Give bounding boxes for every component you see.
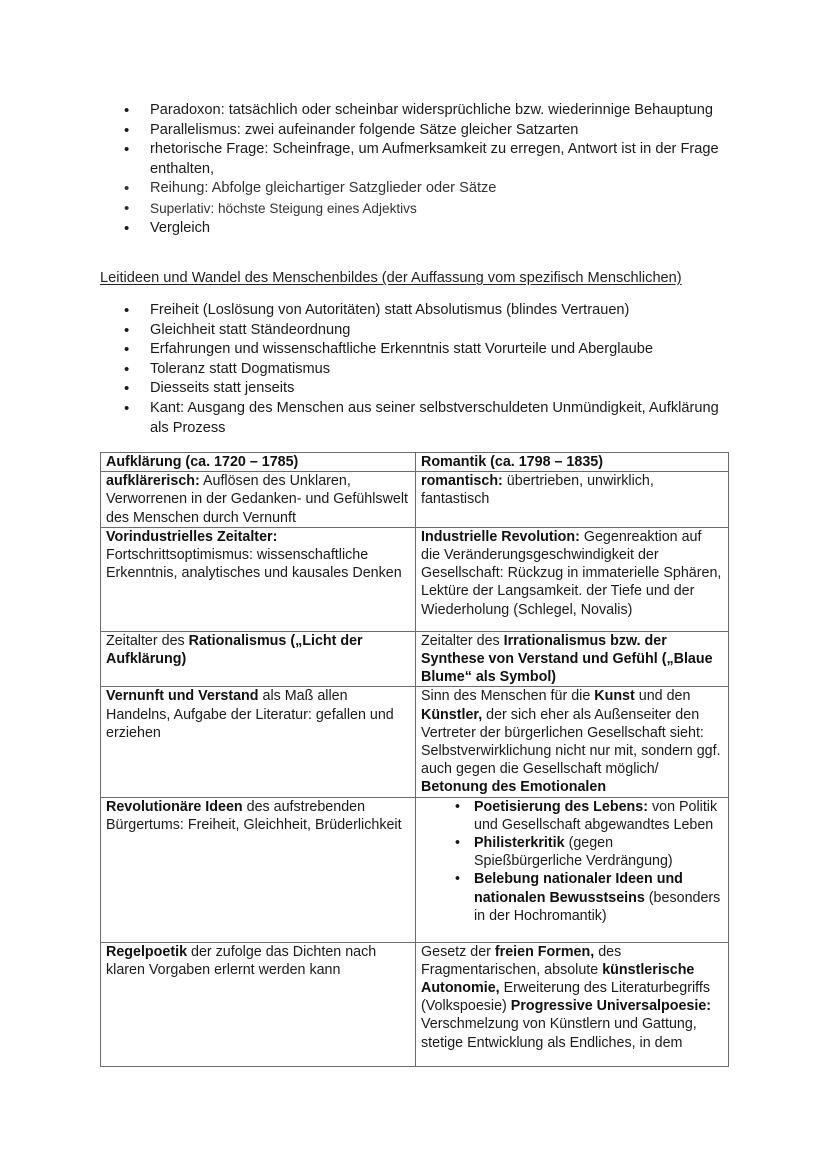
header-aufklaerung: Aufklärung (ca. 1720 – 1785): [101, 453, 416, 472]
list-item: • Toleranz statt Dogmatismus: [115, 360, 725, 380]
table-cell: Sinn des Menschen für die Kunst und den Künstler, der sich eher als Außenseiter den Vertreter der bürgerlichen Gesellschaft sieht: Selbstverwirklichung nicht nur mit, sondern ggf. auch gegen die Gesellschaft möglich/ Betonung des Emotionalen: [416, 687, 729, 797]
table-row: [101, 631, 729, 687]
table-cell: Vernunft und Verstand als Maß allen Handelns, Aufgabe der Literatur: gefallen und erziehen: [101, 687, 416, 797]
list-item: • Philisterkritik (gegen Spießbürgerliche Verdrängung): [421, 834, 723, 870]
table-row: [101, 797, 729, 942]
list-item: • Gleichheit statt Ständeordnung: [115, 321, 725, 341]
list-item: • Poetisierung des Lebens: von Politik und Gesellschaft abgewandtes Leben: [421, 798, 723, 834]
leitideen-list: [115, 301, 725, 438]
table-cell: romantisch: übertrieben, unwirklich, fantastisch: [416, 472, 729, 528]
list-item: • Freiheit (Loslösung von Autoritäten) statt Absolutismus (blindes Vertrauen): [115, 301, 725, 321]
stilmittel-list: [115, 101, 725, 238]
table-row: [101, 942, 729, 1066]
table-cell: aufklärerisch: Auflösen des Unklaren, Verworrenen in der Gedanken- und Gefühlswelt des Menschen durch Vernunft: [101, 472, 416, 528]
list-item: • Vergleich: [115, 219, 725, 239]
list-item: • Reihung: Abfolge gleichartiger Satzglieder oder Sätze: [115, 179, 725, 199]
table-cell: Regelpoetik der zufolge das Dichten nach klaren Vorgaben erlernt werden kann: [101, 942, 416, 1066]
list-item: • Superlativ: höchste Steigung eines Adjektivs: [115, 199, 725, 219]
section-heading: Leitideen und Wandel des Menschenbildes (der Auffassung vom spezifisch Menschlichen): [100, 270, 682, 286]
table-header-row: [101, 453, 729, 472]
table-cell: Revolutionäre Ideen des aufstrebenden Bürgertums: Freiheit, Gleichheit, Brüderlichkeit: [101, 797, 416, 942]
list-item: • Paradoxon: tatsächlich oder scheinbar widersprüchliche bzw. wiederinnige Behauptung: [115, 101, 725, 121]
comparison-table: [100, 452, 729, 1067]
table-cell: Industrielle Revolution: Gegenreaktion auf die Veränderungsgeschwindigkeit der Gesellschaft: Rückzug in immaterielle Sphären, Lektüre der Langsamkeit. der Tiefe und der Wiederholung (Schlegel, Novalis): [416, 527, 729, 631]
table-row: [101, 687, 729, 797]
table-row: [101, 472, 729, 528]
table-cell: [416, 797, 729, 942]
header-romantik: Romantik (ca. 1798 – 1835): [416, 453, 729, 472]
list-item: • Belebung nationaler Ideen und nationalen Bewusstseins (besonders in der Hochromantik): [421, 870, 723, 925]
list-item: • Diesseits statt jenseits: [115, 379, 725, 399]
table-cell: Vorindustrielles Zeitalter: Fortschrittsoptimismus: wissenschaftliche Erkenntnis, analytisches und kausales Denken: [101, 527, 416, 631]
table-cell: Zeitalter des Irrationalismus bzw. der Synthese von Verstand und Gefühl („Blaue Blume“ als Symbol): [416, 631, 729, 687]
list-item: • Kant: Ausgang des Menschen aus seiner selbstverschuldeten Unmündigkeit, Aufklärung als Prozess: [115, 399, 725, 438]
list-item: • Erfahrungen und wissenschaftliche Erkenntnis statt Vorurteile und Aberglaube: [115, 340, 725, 360]
romantik-merkmale-list: [421, 798, 723, 925]
table-row: [101, 527, 729, 631]
table-cell: Gesetz der freien Formen, des Fragmentarischen, absolute künstlerische Autonomie, Erweiterung des Literaturbegriffs (Volkspoesie) Progressive Universalpoesie: Verschmelzung von Künstlern und Gattung, stetige Entwicklung als Endliches, in dem: [416, 942, 729, 1066]
table-cell: Zeitalter des Rationalismus („Licht der Aufklärung): [101, 631, 416, 687]
list-item: • rhetorische Frage: Scheinfrage, um Aufmerksamkeit zu erregen, Antwort ist in der Frage enthalten,: [115, 140, 725, 179]
list-item: • Parallelismus: zwei aufeinander folgende Sätze gleicher Satzarten: [115, 121, 725, 141]
